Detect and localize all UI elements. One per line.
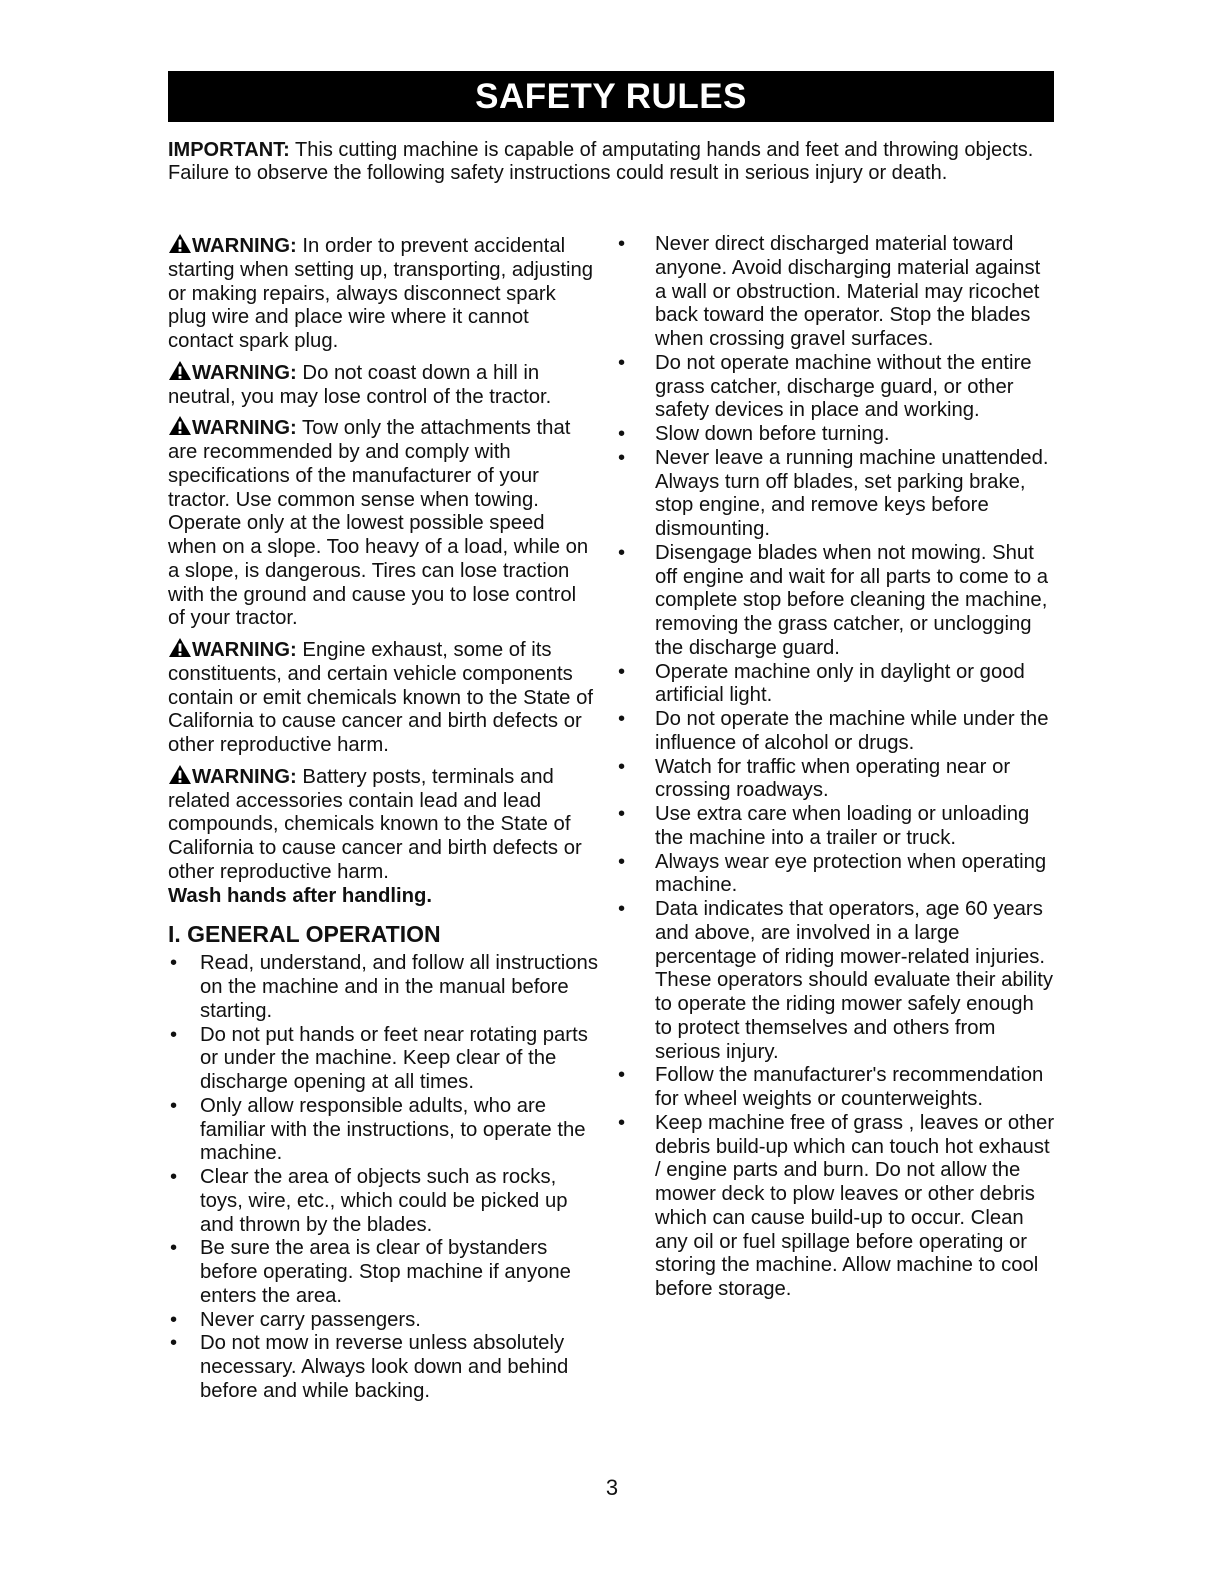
warning-paragraph [168,637,598,758]
important-notice [168,139,1052,185]
list-item [616,708,1056,756]
list-item-text: Never leave a running machine unattended. Always turn off blades, set parking brake, stop engine, and remove keys before dismounting. [655,446,1049,540]
bullet-icon: • [618,803,626,825]
warning-paragraph [168,764,598,909]
warning-text: In order to prevent accidental starting when setting up, transporting, adjusting or making repairs, always disconnect spark plug wire and place wire where it cannot contact spark plug. [168,235,594,352]
warning-label: WARNING: [192,235,297,257]
bullet-icon: • [170,1332,178,1355]
bullet-icon: • [618,351,626,374]
bullet-icon: • [618,898,626,920]
bullet-icon: • [618,660,626,683]
list-item [616,803,1056,851]
list-item [616,756,1056,804]
list-item [616,423,1056,447]
right-column [616,233,1056,1302]
warning-triangle-icon [168,233,192,254]
warning-triangle-icon [168,764,192,785]
list-item [168,1332,598,1403]
list-item [168,1095,598,1166]
warning-label: WARNING: [192,361,297,384]
list-item-text: Watch for traffic when operating near or crossing roadways. [655,755,1011,802]
warning-triangle-icon [168,360,192,381]
list-item [168,1237,598,1308]
bullet-icon: • [618,541,626,564]
warning-emphasis: Wash hands after handling. [168,884,433,907]
section-title: I. GENERAL OPERATION [168,921,441,948]
bullet-icon: • [170,952,178,975]
warning-text: Tow only the attachments that are recommended by and comply with specifications of the manufacturer of your tractor. Use common sense when towing. Operate only at the lowest possible speed when on a slope. Too heavy of a load, while on a slope, is dangerous. Tires can lose traction with the ground and cause you to lose control of your tractor. [168,417,589,630]
page-title: SAFETY RULES [168,71,1054,122]
list-item [616,1112,1056,1302]
bullet-icon: • [170,1023,178,1046]
warning-label: WARNING: [192,417,297,440]
warning-label: WARNING: [192,639,297,661]
list-item-text: Operate machine only in daylight or good artificial light. [655,660,1025,707]
warning-triangle-icon [168,415,192,436]
list-item-text: Only allow responsible adults, who are familiar with the instructions, to operate the machine. [200,1094,586,1165]
list-item-text: Do not put hands or feet near rotating parts or under the machine. Keep clear of the discharge opening at all times. [200,1023,588,1093]
list-item [616,233,1056,352]
list-item [616,898,1056,1064]
warning-paragraph [168,360,598,410]
page-number: 3 [605,1475,619,1500]
bullet-icon: • [618,708,626,730]
bullet-icon: • [618,1111,626,1134]
bullet-icon: • [170,1308,178,1331]
warning-text: Do not coast down a hill in neutral, you may lose control of the tractor. [168,361,552,408]
warning-triangle-icon [168,637,192,658]
list-item-text: Keep machine free of grass , leaves or other debris build-up which can touch hot exhaust / engine parts and burn. Do not allow the mower deck to plow leaves or other debris which can cause build-up to occur. Clean any oil or fuel spillage before operating or storing the machine. Allow machine to cool before storage. [655,1111,1055,1300]
bullet-icon: • [618,446,626,469]
list-item [168,1309,598,1333]
bullet-icon: • [170,1166,178,1188]
list-item-text: Do not operate the machine while under the influence of alcohol or drugs. [655,708,1049,754]
list-item-text: Use extra care when loading or unloading the machine into a trailer or truck. [655,803,1030,849]
list-item-text: Do not mow in reverse unless absolutely necessary. Always look down and behind before and while backing. [200,1332,569,1402]
warning-text: Battery posts, terminals and related accessories contain lead and lead compounds, chemicals known to the State of California to cause cancer and birth defects or other reproductive harm. [168,765,582,883]
list-item [168,952,598,1023]
warning-label: WARNING: [192,765,297,788]
list-item-text: Never direct discharged material toward anyone. Avoid discharging material against a wall or obstruction. Material may ricochet back toward the operator. Stop the blades when crossing gravel surfaces. [655,233,1041,350]
bullet-icon: • [618,1064,626,1087]
list-item-text: Do not operate machine without the entire grass catcher, discharge guard, or other safety devices in place and working. [655,351,1032,422]
list-item [616,447,1056,542]
warning-text: Engine exhaust, some of its constituents, and certain vehicle components contain or emit chemicals known to the State of California to cause cancer and birth defects or other reproductive harm. [168,639,593,756]
list-item-text: Follow the manufacturer's recommendation for wheel weights or counterweights. [655,1064,1044,1110]
list-item-text: Always wear eye protection when operating machine. [655,850,1047,897]
list-item [616,661,1056,709]
general-operation-list-left [168,952,598,1403]
warning-paragraph [168,233,598,354]
bullet-icon: • [618,423,626,445]
list-item-text: Disengage blades when not mowing. Shut off engine and wait for all parts to come to a complete stop before cleaning the machine, removing the grass catcher, or unclogging the discharge guard. [655,541,1049,659]
bullet-icon: • [618,233,626,255]
list-item-text: Never carry passengers. [200,1308,421,1331]
general-operation-list-right [616,233,1056,1302]
list-item-text: Read, understand, and follow all instructions on the machine and in the manual before starting. [200,952,598,1022]
list-item-text: Data indicates that operators, age 60 years and above, are involved in a large percentage of riding mower-related injuries. These operators should evaluate their ability to operate the riding mower safely enough to protect themselves and others from serious injury. [655,898,1053,1063]
left-column [168,233,598,1404]
important-text: This cutting machine is capable of amputating hands and feet and throwing objects. Failure to observe the following safety instructions could result in serious injury or death. [168,139,1034,184]
list-item-text: Slow down before turning. [655,423,890,445]
important-label: IMPORTANT: [168,139,290,161]
bullet-icon: • [170,1094,178,1117]
list-item [616,352,1056,423]
list-item-text: Clear the area of objects such as rocks, toys, wire, etc., which could be picked up and thrown by the blades. [200,1166,568,1236]
list-item [616,1064,1056,1112]
warning-paragraph [168,415,598,631]
bullet-icon: • [170,1237,178,1260]
warnings-list [168,233,598,908]
bullet-icon: • [618,755,626,778]
list-item [616,851,1056,899]
list-item [168,1024,598,1095]
list-item [616,542,1056,661]
list-item-text: Be sure the area is clear of bystanders before operating. Stop machine if anyone enters the area. [200,1237,571,1307]
list-item [168,1166,598,1237]
bullet-icon: • [618,850,626,873]
